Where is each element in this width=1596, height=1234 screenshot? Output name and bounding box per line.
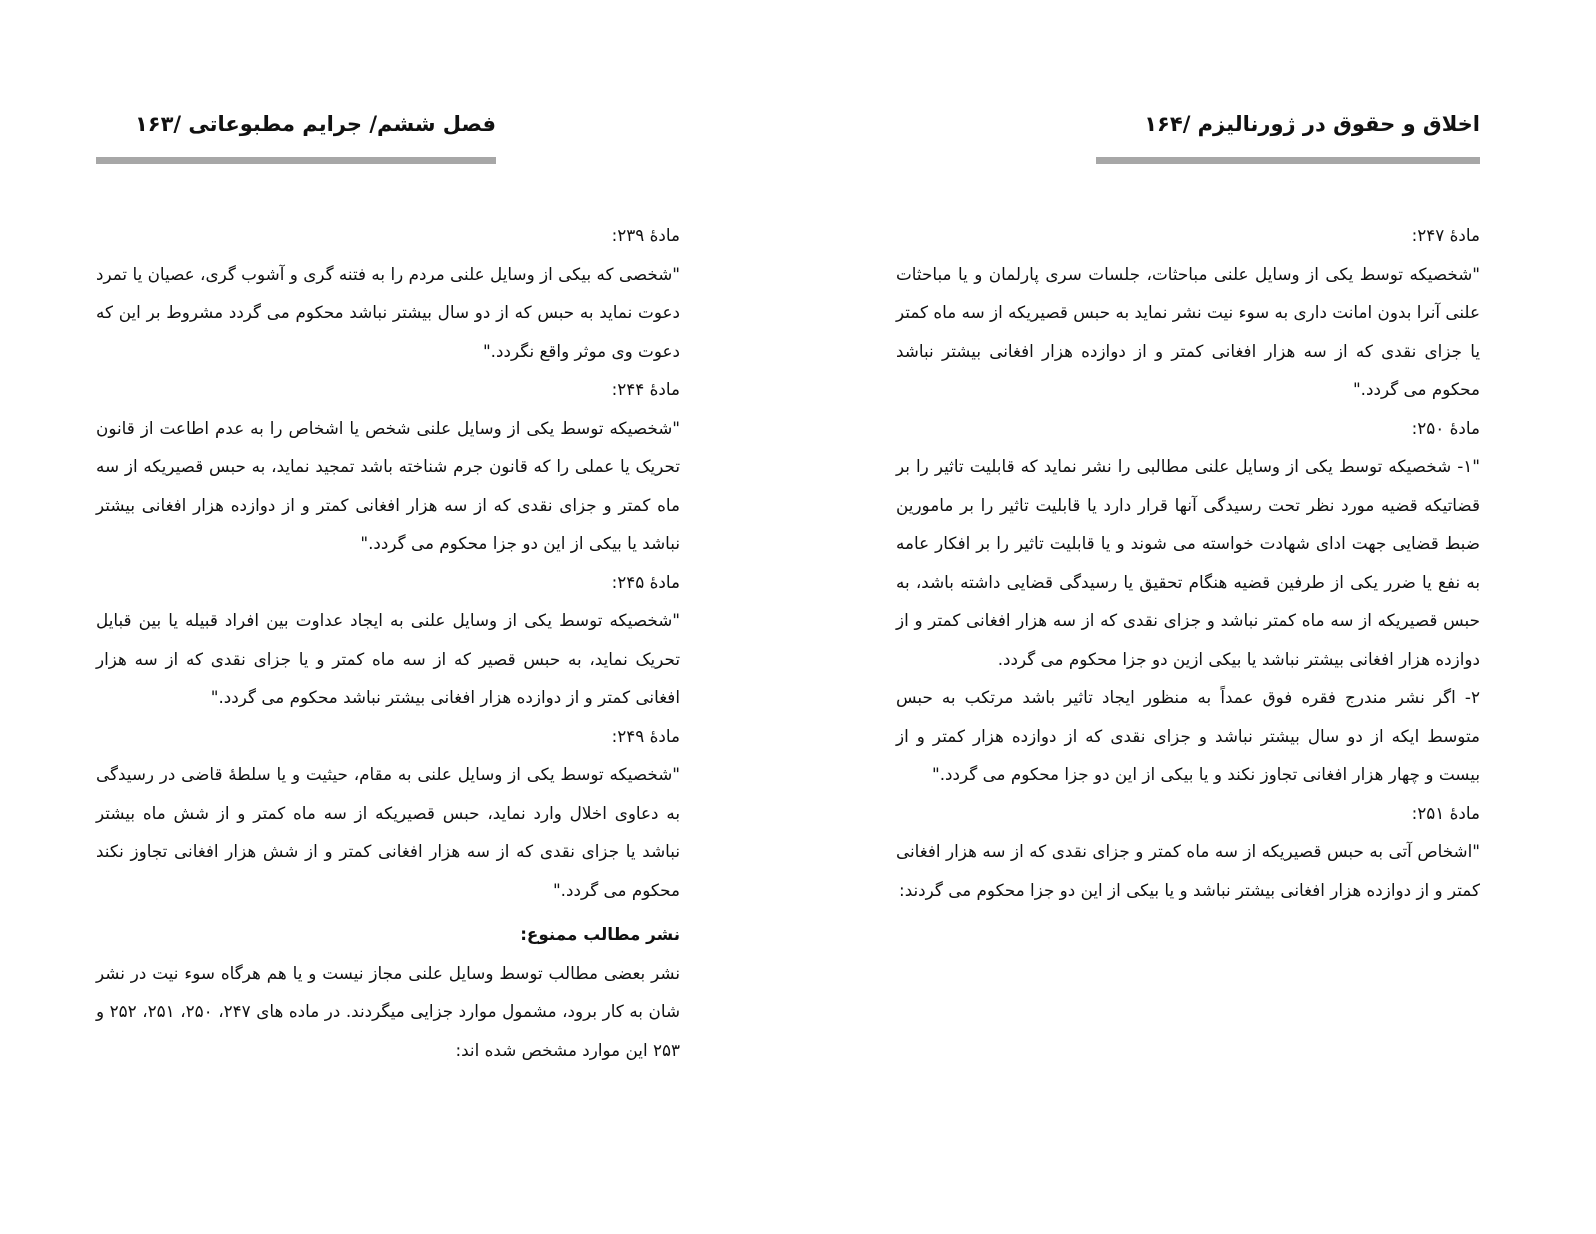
article-label: مادهٔ ۲۳۹: [611, 225, 680, 245]
article-paragraph: "شخصیکه توسط یکی از وسایل علنی به مقام، حیثیت و یا سلطهٔ قاضی در رسیدگی به دعاوی اخلال وارد نماید، حبس قصیریکه از سه ماه کمتر و از شش ماه بیشتر نباشد یا جزای نقدی که از سه هزار افغانی کمتر و از شش هزار افغانی تجاوز نکند محکوم می گردد." [96, 764, 680, 900]
article-paragraph: "اشخاص آتی به حبس قصیریکه از سه ماه کمتر و جزای نقدی که از سه هزار افغانی کمتر و از دوازده هزار افغانی بیشتر نباشد و یا بیکی از این دو جزا محکوم می گردند: [896, 841, 1480, 900]
right-page-body [896, 216, 1480, 909]
article-paragraph: ۲- اگر نشر مندرج فقره فوق عمداً به منظور ایجاد تاثیر باشد مرتکب به حبس متوسط ایکه از دو سال بیشتر نباشد و جزای نقدی که از دوازده هزار کمتر و از بیست و چهار هزار افغانی تجاوز نکند و یا بیکی از این دو جزا محکوم می گردد." [896, 687, 1480, 784]
article-label: مادهٔ ۲۴۷: [1411, 225, 1480, 245]
article-paragraph: "۱- شخصیکه توسط یکی از وسایل علنی مطالبی را نشر نماید که قابلیت تاثیر را بر قضاتیکه قضیه مورد نظر تحت رسیدگی آنها قرار دارد یا قابلیت تاثیر را بر مامورین ضبط قضایی جهت ادای شهادت خواسته می شوند و یا قابلیت تاثیر را بر افکار عامه به نفع یا ضرر یکی از طرفین قضیه هنگام تحقیق یا رسیدگی قضایی داشته باشد، به حبس قصیریکه از سه ماه کمتر نباشد و جزای نقدی که از سه هزار افغانی کمتر و از دوازده هزار افغانی بیشتر نباشد یا بیکی ازین دو جزا محکوم می گردد. [896, 456, 1480, 669]
article-paragraph: "شخصیکه توسط یکی از وسایل علنی شخص یا اشخاص را به عدم اطاعت از قانون تحریک یا عملی را که قانون جرم شناخته باشد تمجید نماید، به حبس قصیریکه از سه ماه کمتر و جزای نقدی که از سه هزار افغانی کمتر و از دوازده هزار افغانی بیشتر نباشد یا بیکی از این دو جزا محکوم می گردد." [96, 417, 680, 553]
article-paragraph: "شخصیکه توسط یکی از وسایل علنی به ایجاد عداوت بین افراد قبیله یا بین قبایل تحریک نماید، به حبس قصیر که از سه ماه کمتر و یا جزای نقدی که از سه هزار افغانی کمتر و از دوازده هزار افغانی بیشتر نباشد محکوم می گردد." [96, 610, 680, 707]
right-page-running-title: اخلاق و حقوق در ژورنالیزم /۱۶۴ [1144, 112, 1480, 136]
article-label: مادهٔ ۲۴۴: [611, 379, 680, 399]
section-heading: نشر مطالب ممنوع: [520, 924, 680, 944]
right-page [896, 0, 1480, 1234]
article-label: مادهٔ ۲۴۹: [611, 725, 680, 746]
article-paragraph: "شخصی که بیکی از وسایل علنی مردم را به فتنه گری و آشوب گری، عصیان یا تمرد دعوت نماید به حبس که از دو سال بیشتر نباشد محکوم می گردد مشروط بر این که دعوت وی موثر واقع نگردد." [96, 263, 680, 361]
left-page-running-title: فصل ششم/ جرایم مطبوعاتی /۱۶۳ [134, 112, 496, 136]
article-label: مادهٔ ۲۴۵: [611, 571, 680, 592]
right-header-rule [1096, 157, 1480, 164]
left-header-rule [96, 157, 496, 164]
article-label: مادهٔ ۲۵۱: [1411, 802, 1480, 823]
article-paragraph: نشر بعضی مطالب توسط وسایل علنی مجاز نیست و یا هم هرگاه سوء نیت در نشر شان به کار برود، مشمول موارد جزایی میگردند. در ماده های ۲۴۷، ۲۵۰، ۲۵۱، ۲۵۲ و ۲۵۳ این موارد مشخص شده اند: [96, 962, 680, 1060]
left-page-body [96, 216, 680, 1069]
article-paragraph: "شخصیکه توسط یکی از وسایل علنی مباحثات، جلسات سری پارلمان و یا مباحثات علنی آنرا بدون امانت داری به سوء نیت نشر نماید به حبس قصیریکه از سه ماه کمتر یا جزای نقدی که از سه هزار افغانی کمتر و از دوازده هزار افغانی بیشتر نباشد محکوم می گردد." [896, 263, 1480, 399]
right-page-header [896, 112, 1480, 164]
left-page [96, 0, 680, 1234]
left-page-header [96, 112, 680, 164]
article-label: مادهٔ ۲۵۰: [1411, 417, 1480, 438]
